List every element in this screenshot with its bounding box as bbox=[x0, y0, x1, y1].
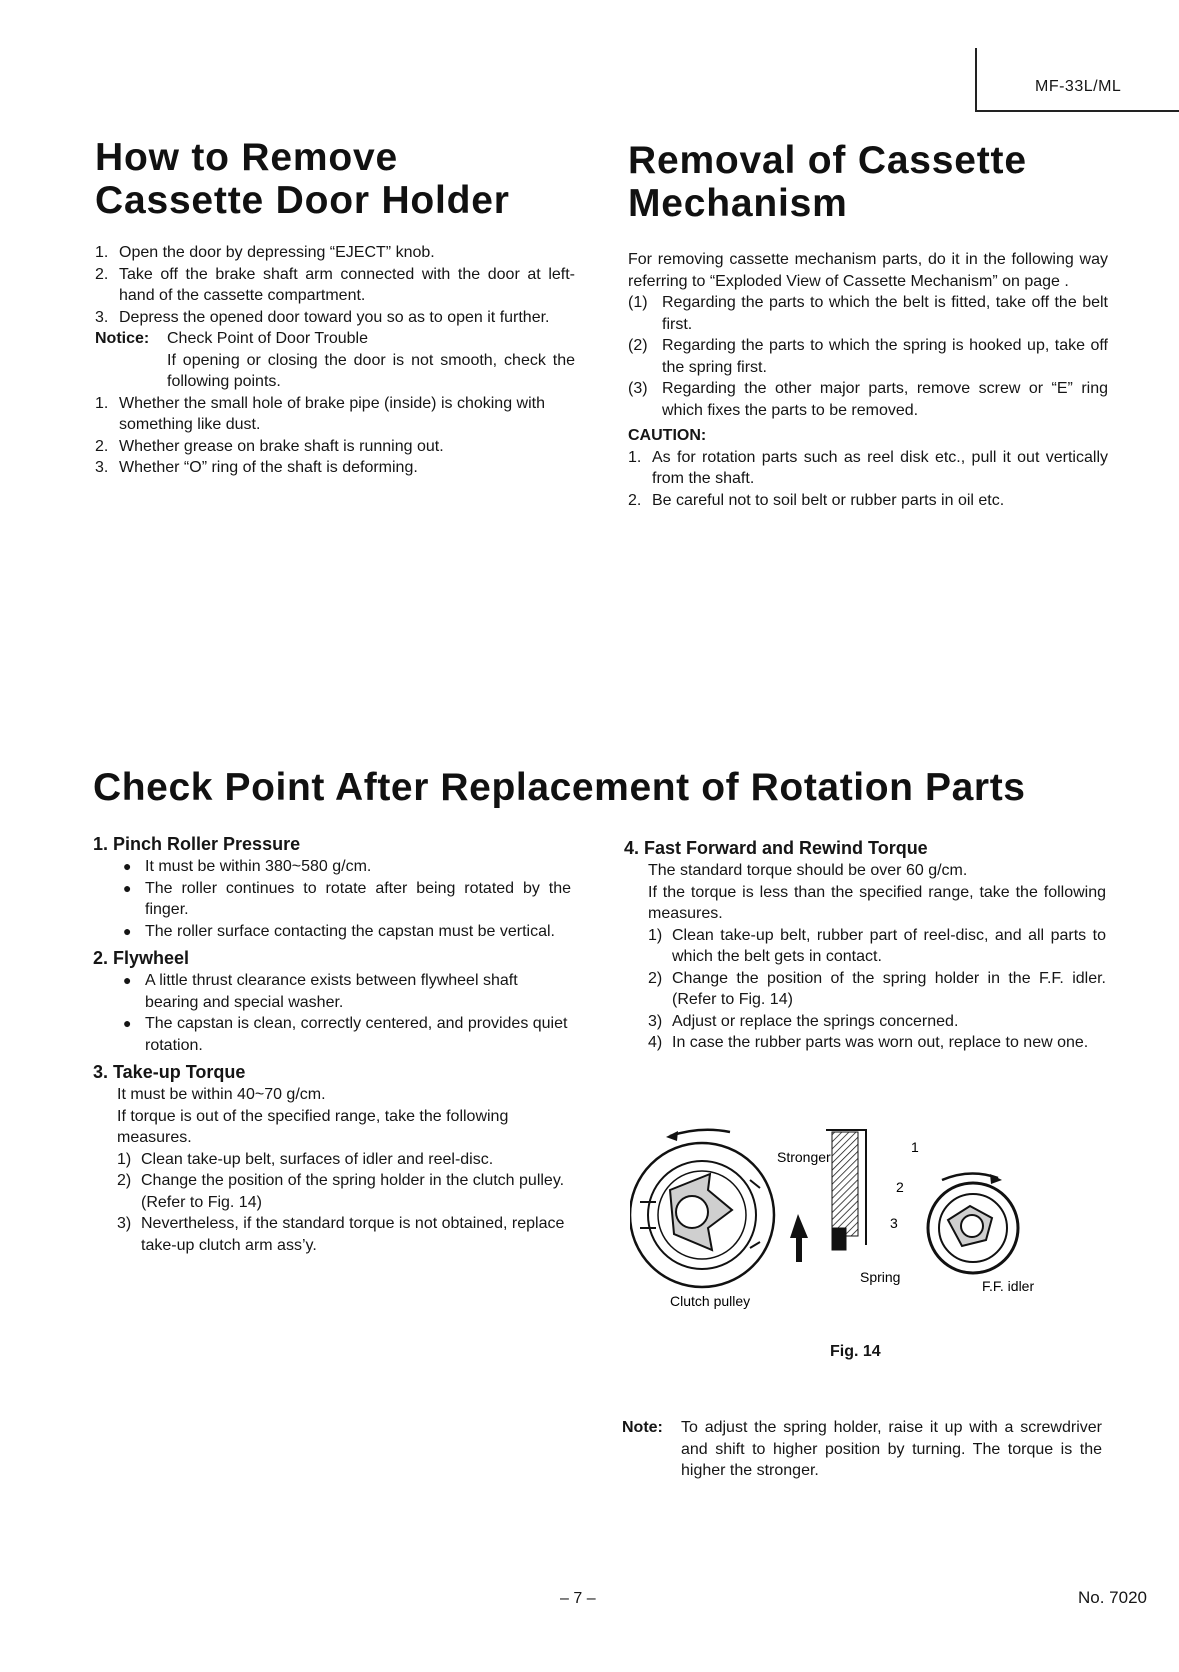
fig14-diagram bbox=[630, 1110, 1090, 1310]
notice-title: Check Point of Door Trouble bbox=[167, 330, 368, 347]
figure-note bbox=[622, 1417, 1102, 1482]
notice-text: If opening or closing the door is not smooth, check the following points. bbox=[167, 351, 575, 390]
list-item: 2. Take off the brake shaft arm connected with the door at left-hand of the cassette compartment. bbox=[95, 265, 575, 304]
list-item: ● The capstan is clean, correctly centered, and provides quiet rotation. bbox=[117, 1013, 571, 1056]
position-1-label: 1 bbox=[911, 1139, 919, 1155]
bullet-icon: ● bbox=[123, 1015, 132, 1031]
ff-rewind-body bbox=[624, 860, 1106, 1054]
bullet-icon: ● bbox=[123, 879, 132, 896]
clutch-pulley-drawing bbox=[630, 1130, 774, 1287]
header-rule-vertical bbox=[975, 48, 977, 110]
list-item: 1) Clean take-up belt, rubber part of reel-disc, and all parts to which the belt gets in contact. bbox=[648, 926, 1106, 965]
takeup-line2: If torque is out of the specified range, take the following measures. bbox=[117, 1107, 509, 1146]
flywheel-heading: 2. Flywheel bbox=[93, 948, 190, 968]
caution-label: CAUTION: bbox=[628, 427, 707, 444]
ff-idler-drawing bbox=[928, 1173, 1018, 1273]
takeup-line1: It must be within 40~70 g/cm. bbox=[117, 1086, 326, 1103]
check-point-right bbox=[624, 832, 1106, 1054]
check-point-left bbox=[93, 828, 571, 1256]
list-item: 3) Nevertheless, if the standard torque is not obtained, replace take-up clutch arm ass’y. bbox=[117, 1215, 565, 1254]
cassette-removal-intro: For removing cassette mechanism parts, do it in the following way referring to “Exploded View of Cassette Mechanism” on page . bbox=[628, 251, 1108, 290]
page-number: – 7 – bbox=[560, 1590, 596, 1607]
list-item: 2) Change the position of the spring holder in the clutch pulley. (Refer to Fig. 14) bbox=[117, 1172, 565, 1211]
position-3-label: 3 bbox=[890, 1215, 898, 1231]
model-number: MF-33L/ML bbox=[1035, 78, 1122, 95]
cassette-removal-title-line2: Mechanism bbox=[628, 182, 848, 225]
cassette-removal-title bbox=[628, 139, 1108, 225]
takeup-heading: 3. Take-up Torque bbox=[93, 1062, 246, 1082]
list-item: 1. Whether the small hole of brake pipe (inside) is choking with something like dust. bbox=[95, 394, 545, 433]
list-item: (2) Regarding the parts to which the spring is hooked up, take off the spring first. bbox=[628, 337, 1108, 376]
cassette-removal-body bbox=[628, 249, 1108, 511]
door-holder-title-line2: Cassette Door Holder bbox=[95, 179, 510, 222]
stronger-label: Stronger bbox=[777, 1149, 831, 1165]
list-item: (1) Regarding the parts to which the belt is fitted, take off the belt first. bbox=[628, 294, 1108, 333]
door-holder-steps bbox=[95, 242, 575, 479]
note-text: To adjust the spring holder, raise it up with a screwdriver and shift to higher position by turning. The torque is the higher the stronger. bbox=[681, 1419, 1102, 1479]
position-2-label: 2 bbox=[896, 1179, 904, 1195]
list-item: 2) Change the position of the spring holder in the F.F. idler. (Refer to Fig. 14) bbox=[648, 969, 1106, 1008]
note-label: Note: bbox=[622, 1419, 663, 1436]
ff-rewind-line1: The standard torque should be over 60 g/cm. bbox=[648, 862, 968, 879]
door-holder-title bbox=[95, 136, 575, 222]
list-item: 3. Depress the opened door toward you so as to open it further. bbox=[95, 308, 550, 326]
bullet-icon: ● bbox=[123, 922, 132, 939]
list-item: 4) In case the rubber parts was worn out, replace to new one. bbox=[648, 1034, 1089, 1051]
figure-caption: Fig. 14 bbox=[830, 1343, 881, 1360]
list-item: ● The roller surface contacting the capstan must be vertical. bbox=[117, 921, 571, 943]
door-holder-section bbox=[95, 136, 575, 479]
list-item: ● The roller continues to rotate after being rotated by the finger. bbox=[117, 878, 571, 921]
spring-label: Spring bbox=[860, 1269, 901, 1285]
list-item: 3. Whether “O” ring of the shaft is deforming. bbox=[95, 459, 418, 476]
flywheel-list bbox=[93, 970, 571, 1056]
list-item: (3) Regarding the other major parts, remove screw or “E” ring which fixes the parts to be removed. bbox=[628, 380, 1108, 419]
bullet-icon: ● bbox=[123, 972, 132, 988]
list-item: 1) Clean take-up belt, surfaces of idler and reel-disc. bbox=[117, 1150, 494, 1168]
pinch-roller-heading: 1. Pinch Roller Pressure bbox=[93, 834, 301, 854]
header-rule-horizontal bbox=[975, 110, 1179, 112]
list-item: 1. As for rotation parts such as reel disk etc., pull it out vertically from the shaft. bbox=[628, 448, 1108, 487]
list-item: 1. Open the door by depressing “EJECT” knob. bbox=[95, 244, 435, 261]
bullet-icon: ● bbox=[123, 858, 132, 874]
list-item: 2. Whether grease on brake shaft is running out. bbox=[95, 437, 444, 455]
takeup-body bbox=[93, 1084, 571, 1256]
cassette-removal-title-line1: Removal of Cassette bbox=[628, 139, 1027, 182]
cassette-removal-section bbox=[628, 139, 1108, 511]
pinch-roller-list bbox=[93, 856, 571, 942]
notice-label: Notice: bbox=[95, 330, 150, 347]
document-number: No. 7020 bbox=[1078, 1588, 1147, 1607]
clutch-pulley-label: Clutch pulley bbox=[670, 1293, 751, 1309]
ff-idler-label: F.F. idler bbox=[982, 1278, 1035, 1294]
notice bbox=[95, 328, 575, 350]
ff-rewind-heading: 4. Fast Forward and Rewind Torque bbox=[624, 838, 928, 858]
list-item: ● It must be within 380~580 g/cm. bbox=[117, 856, 571, 878]
list-item: 3) Adjust or replace the springs concerned. bbox=[648, 1012, 959, 1030]
list-item: 2. Be careful not to soil belt or rubber parts in oil etc. bbox=[628, 491, 1005, 509]
door-holder-title-line1: How to Remove bbox=[95, 136, 398, 179]
check-point-title: Check Point After Replacement of Rotation Parts bbox=[93, 766, 1026, 809]
list-item: ● A little thrust clearance exists between flywheel shaft bearing and special washer. bbox=[117, 970, 571, 1013]
ff-rewind-line2: If the torque is less than the specified range, take the following measures. bbox=[648, 883, 1106, 922]
